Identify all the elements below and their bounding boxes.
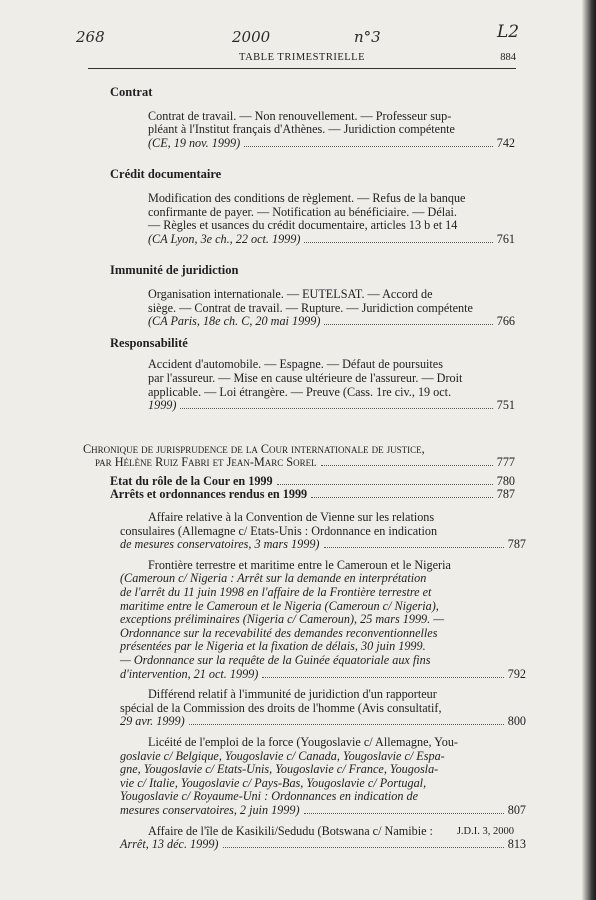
dot-leader bbox=[223, 847, 504, 848]
chronique-authors: par Hélène Ruiz Fabri et Jean-Marc Sorel bbox=[95, 455, 317, 470]
entry-line: par l'assureur. — Mise en cause ultérieure de l'assureur. — Droit bbox=[148, 370, 463, 385]
case-line: Yougoslavie c/ Royaume-Uni : Ordonnances en indication de bbox=[120, 789, 418, 804]
case-page-number: 787 bbox=[507, 537, 526, 552]
dot-leader bbox=[262, 677, 503, 678]
entry-page-number: 751 bbox=[496, 398, 515, 413]
entry-line: Organisation internationale. — EUTELSAT. — Accord de bbox=[148, 286, 433, 301]
entry-line: Contrat de travail. — Non renouvellement. — Professeur sup- bbox=[148, 108, 452, 123]
scan-edge-shadow bbox=[582, 0, 596, 900]
dot-leader bbox=[304, 813, 504, 814]
handwritten-note-268: 268 bbox=[76, 28, 105, 46]
section-immunite-de-juridiction bbox=[110, 264, 515, 328]
entry-line: siège. — Contrat de travail. — Rupture. — Juridiction compétente bbox=[148, 300, 473, 315]
case-entry bbox=[120, 687, 526, 729]
section-title: Crédit documentaire bbox=[110, 167, 222, 182]
case-line: de l'arrêt du 11 juin 1998 en l'affaire de la Frontière terrestre et bbox=[120, 585, 432, 600]
dot-leader bbox=[324, 324, 492, 325]
case-line: maritime entre le Cameroun et le Nigeria (Cameroun c/ Nigeria), bbox=[120, 598, 439, 613]
toc-entry bbox=[148, 192, 515, 246]
case-line: Licéité de l'emploi de la force (Yougoslavie c/ Allemagne, You- bbox=[148, 734, 458, 749]
section-title: Contrat bbox=[110, 85, 153, 99]
entry-citation: (CA Lyon, 3e ch., 22 oct. 1999) bbox=[148, 231, 301, 246]
case-line: Affaire de l'île de Kasikili/Sedudu (Botswana c/ Namibie : bbox=[148, 823, 433, 838]
case-page-number: 800 bbox=[507, 714, 526, 729]
case-entry bbox=[120, 510, 526, 552]
case-line: (Cameroun c/ Nigeria : Arrêt sur la demande en interprétation bbox=[120, 571, 427, 586]
entry-citation: (CE, 19 nov. 1999) bbox=[148, 135, 241, 150]
case-citation: de mesures conservatoires, 3 mars 1999) bbox=[120, 537, 320, 552]
case-line: exceptions préliminaires (Nigeria c/ Cameroun), 25 mars 1999. — bbox=[120, 612, 445, 627]
dot-leader bbox=[189, 724, 504, 725]
toc-entry bbox=[148, 288, 515, 329]
subsection-page-number: 787 bbox=[496, 487, 515, 502]
handwritten-note-year: 2000 bbox=[232, 28, 271, 46]
entry-line: Modification des conditions de règlement. — Refus de la banque bbox=[148, 190, 466, 205]
entry-line: Accident d'automobile. — Espagne. — Défaut de poursuites bbox=[148, 357, 443, 372]
section-contrat bbox=[110, 86, 515, 150]
entry-line: pléant à l'Institut français d'Athènes. — Juridiction compétente bbox=[148, 122, 455, 137]
case-line: spécial de la Commission des droits de l'homme (Avis consultatif, bbox=[120, 700, 442, 715]
chronique-title-line: Chronique de jurisprudence de la Cour internationale de justice, bbox=[83, 441, 425, 456]
section-title: Immunité de juridiction bbox=[110, 263, 239, 278]
entry-page-number: 761 bbox=[496, 231, 515, 246]
table-of-contents bbox=[83, 85, 526, 852]
entry-line: confirmante de payer. — Notification au bénéficiaire. — Délai. bbox=[148, 204, 457, 219]
entry-line: applicable. — Loi étrangère. — Preuve (Cass. 1re civ., 19 oct. bbox=[148, 384, 452, 399]
toc-entry bbox=[148, 358, 515, 412]
entry-page-number: 742 bbox=[496, 135, 515, 150]
dot-leader bbox=[324, 547, 504, 548]
case-line: vie c/ Italie, Yougoslavie c/ Pays-Bas, Yougoslavie c/ Portugal, bbox=[120, 775, 427, 790]
case-entry bbox=[120, 557, 526, 681]
section-credit-documentaire bbox=[110, 168, 515, 246]
case-line: Ordonnance sur la recevabilité des demandes reconventionnelles bbox=[120, 625, 438, 640]
subsection-label: Arrêts et ordonnances rendus en 1999 bbox=[110, 487, 308, 502]
dot-leader bbox=[321, 465, 493, 466]
case-page-number: 813 bbox=[507, 837, 526, 852]
chronique-page-number: 777 bbox=[496, 455, 515, 470]
case-entry bbox=[120, 734, 526, 818]
case-page-number: 807 bbox=[507, 802, 526, 817]
dot-leader bbox=[311, 497, 493, 498]
dot-leader bbox=[180, 408, 492, 409]
dot-leader bbox=[277, 484, 493, 485]
entry-citation: 1999) bbox=[148, 398, 177, 413]
case-list bbox=[120, 510, 526, 852]
section-chronique-cij bbox=[83, 441, 526, 852]
running-head-page-number: 884 bbox=[500, 52, 516, 63]
subsection-etat-du-role bbox=[83, 475, 515, 489]
entry-citation: (CA Paris, 18e ch. C, 20 mai 1999) bbox=[148, 314, 321, 329]
handwritten-note-number: n°3 bbox=[354, 28, 381, 46]
case-citation: d'intervention, 21 oct. 1999) bbox=[120, 666, 259, 681]
case-citation: Arrêt, 13 déc. 1999) bbox=[120, 837, 219, 852]
page-footer: J.D.I. 3, 2000 bbox=[456, 826, 514, 837]
section-title: Responsabilité bbox=[110, 335, 188, 350]
running-head bbox=[88, 52, 516, 69]
case-line: présentées par le Nigeria et la fixation de délais, 30 juin 1999. bbox=[120, 639, 426, 654]
entry-page-number: 766 bbox=[496, 314, 515, 329]
case-citation: 29 avr. 1999) bbox=[120, 714, 185, 729]
case-line: goslavie c/ Belgique, Yougoslavie c/ Canada, Yougoslavie c/ Espa- bbox=[120, 748, 445, 763]
subsection-arrets-ordonnances bbox=[83, 488, 515, 502]
dot-leader bbox=[304, 242, 492, 243]
case-line: consulaires (Allemagne c/ Etats-Unis : Ordonnance en indication bbox=[120, 523, 438, 538]
case-line: Affaire relative à la Convention de Vienne sur les relations bbox=[148, 510, 435, 525]
toc-entry bbox=[148, 110, 515, 151]
case-line: — Ordonnance sur la requête de la Guinée équatoriale aux fins bbox=[120, 653, 431, 667]
running-head-title: TABLE TRIMESTRIELLE bbox=[239, 52, 365, 63]
case-line: Différend relatif à l'immunité de juridiction d'un rapporteur bbox=[148, 687, 437, 702]
case-line: Frontière terrestre et maritime entre le Cameroun et le Nigeria bbox=[148, 557, 451, 572]
entry-line: — Règles et usances du crédit documentaire, articles 13 b et 14 bbox=[148, 218, 458, 233]
handwritten-note-l2: L2 bbox=[497, 22, 520, 42]
section-responsabilite bbox=[110, 337, 515, 413]
case-page-number: 792 bbox=[507, 666, 526, 681]
subsection-page-number: 780 bbox=[496, 473, 515, 488]
dot-leader bbox=[244, 146, 493, 147]
case-citation: mesures conservatoires, 2 juin 1999) bbox=[120, 802, 300, 817]
subsection-label: Etat du rôle de la Cour en 1999 bbox=[110, 473, 273, 488]
case-line: gne, Yougoslavie c/ Etats-Unis, Yougoslavie c/ France, Yougosla- bbox=[120, 762, 439, 777]
